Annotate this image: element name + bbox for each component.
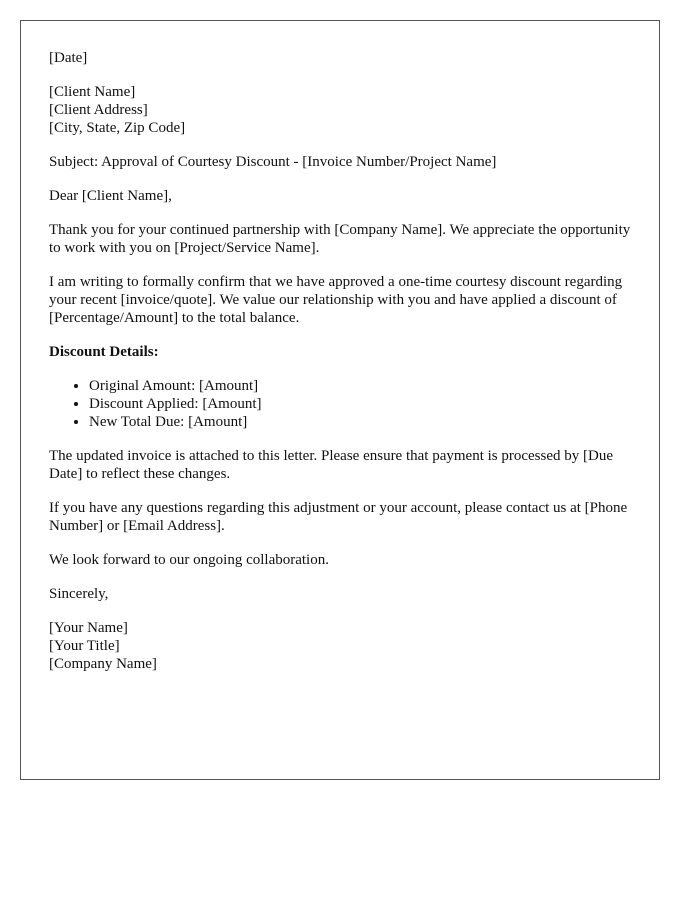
signature-name: [Your Name]	[49, 620, 128, 636]
body-paragraph-invoice-attached: The updated invoice is attached to this letter. Please ensure that payment is processed by [Due Date] to reflect these changes.	[49, 448, 613, 482]
body-paragraph-collaboration: We look forward to our ongoing collaboration.	[49, 552, 329, 568]
letter-subject: Subject: Approval of Courtesy Discount - [Invoice Number/Project Name]	[49, 154, 497, 170]
signature-block	[49, 619, 631, 673]
body-paragraph-intro: Thank you for your continued partnership with [Company Name]. We appreciate the opportunity to work with you on [Project/Service Name].	[49, 222, 631, 256]
detail-new-total-due: • New Total Due: [Amount]	[89, 413, 631, 431]
letter-salutation: Dear [Client Name],	[49, 188, 172, 204]
letter-signoff: Sincerely,	[49, 586, 109, 602]
recipient-city-state-zip: [City, State, Zip Code]	[49, 120, 186, 136]
signature-title: [Your Title]	[49, 638, 120, 654]
discount-details-list	[49, 377, 631, 431]
body-paragraph-confirmation: I am writing to formally confirm that we have approved a one-time courtesy discount regarding your recent [invoice/quote]. We value our relationship with you and have applied a discount of [Percentage/Amount] to the total balance.	[49, 274, 623, 326]
body-paragraph-contact: If you have any questions regarding this adjustment or your account, please contact us at [Phone Number] or [Email Address].	[49, 500, 628, 534]
discount-details-heading: Discount Details:	[49, 344, 159, 360]
letter-page	[20, 20, 660, 780]
recipient-address-block	[49, 83, 631, 137]
signature-company: [Company Name]	[49, 656, 157, 672]
recipient-name: [Client Name]	[49, 84, 136, 100]
detail-original-amount: • Original Amount: [Amount]	[89, 377, 631, 395]
detail-discount-applied: • Discount Applied: [Amount]	[89, 395, 631, 413]
recipient-address: [Client Address]	[49, 102, 148, 118]
letter-date: [Date]	[49, 50, 88, 66]
